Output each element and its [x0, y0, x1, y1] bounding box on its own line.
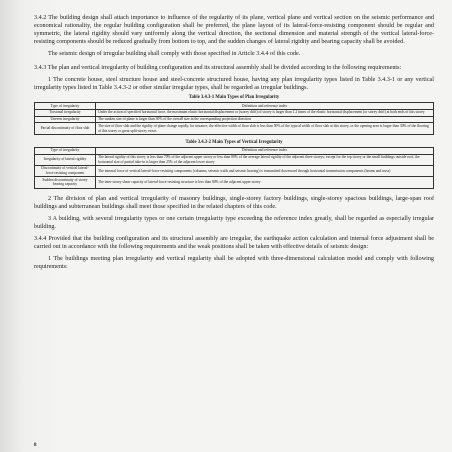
paragraph-3-4-2: 3.4.2 The building design shall attach importance to influence of the regularity of its plane, vertical plane and vertical section on the seismic performance and economical rationality, the regular building configuration shall be preferred, the plane layout of its lateral-force-resisting component should be regular and symmetric, the lateral rigidity should vary uniformly along the vertical direction, the sectional dimension and material strength of the vertical lateral-force-resisting components should be reduced gradually from bottom to top, and the sudden changes of lateral rigidity and bearing capacity shall be avoided. [34, 15, 434, 45]
paragraph-3-4-4: 3.4.4 Provided that the building configuration and its structural assembly are irregular, the earthquake action calculation and internal force adjustment shall be carried out in accordance with the following requirements and the weak positions shall be taken with effective details of seismic design: [34, 235, 434, 250]
table-row [35, 123, 434, 134]
table-cell-definition: The inter-storey shear capacity of lateral-force-resisting structure is less than 80% of the adjacent upper storey [96, 177, 434, 188]
table-header-definition: Definition and reference index [96, 103, 434, 110]
paragraph-seismic-design: The seismic design of irregular building shall comply with those specified in Article 3.4.4 of this code. [48, 51, 301, 57]
paragraph-3-4-4-item-1: 1 The buildings meeting plan irregularity and vertical regularity shall be adopted with three-dimensional calculation model and comply with following requirements: [34, 255, 434, 270]
table-row [35, 154, 434, 165]
table-cell-definition: The lateral rigidity of this storey is less than 70% of the adjacent upper storey or less than 80% of the average lateral rigidity of the adjacent three storeys; except for the top storey or the small buildings outside roof, the horizontal size of partial take-in is larger than 25% of the adjacent lower storey [96, 154, 434, 165]
table-header-row [35, 147, 434, 154]
table-cell-definition: Under the action of specified horizontal force, the maximum elastic horizontal displacement or (storey drift) of storey is larger than 1.2 times of the elastic horizontal displacement (or storey drift) at both ends of this storey [96, 109, 434, 116]
table-header-type: Type of irregularity [35, 103, 96, 110]
paragraph-item-2: 2 The division of plan and vertical irregularity of masonry buildings, single-storey factory buildings, single-storey spacious buildings, large-span roof buildings and subterranean buildings shall meet those specified in the related chapters of this code. [34, 195, 434, 210]
table-header-type: Type of irregularity [35, 147, 96, 154]
table-cell-type: Sudden discontinuity of storey bearing capacity [35, 177, 96, 188]
table-cell-definition: The size of floor slab and the rigidity of plane change rapidly, for instance, the effective width of floor slab is less than 50% of the typical width of floor slab at this storey, or the opening area is larger than 30% of the flooring of this storey or great split-storey exists [96, 123, 434, 134]
page-number: 8 [34, 443, 37, 448]
table-cell-definition: The sunken size of plane is larger than 30% of the overall size in the corresponding projection direction [96, 116, 434, 123]
table-row [35, 177, 434, 188]
paragraph-3-4-3: 3.4.3 The plan and vertical irregularity of building configuration and its structural assembly shall be divided according to the following requirements: [34, 65, 402, 71]
table-cell-type: Torsional irregularity [35, 109, 96, 116]
table-2-title: Table 3.4.3-2 Main Types of Vertical Irregularity [185, 139, 283, 145]
table-cell-type: Uneven irregularity [35, 116, 96, 123]
table-row [35, 165, 434, 176]
table-header-row [35, 103, 434, 110]
table-1-title: Table 3.4.3-1 Main Types of Plan Irregularity [188, 95, 280, 100]
table-row [35, 116, 434, 123]
table-plan-irregularity [34, 102, 434, 135]
table-cell-type: Irregularity of lateral rigidity [35, 154, 96, 165]
table-header-definition: Definition and reference index [96, 147, 434, 154]
paragraph-item-3: 3 A building, with several irregularity types or one certain irregularity type exceeding the reference index greatly, shall be regarded as especially irregular building. [34, 215, 434, 230]
table-vertical-irregularity [34, 147, 434, 189]
table-cell-type: Discontinuity of vertical lateral-force-resisting component [35, 165, 96, 176]
table-cell-definition: The internal force of vertical lateral-force-resisting components (columns, seismic walls and seismic bracing) is transmitted downward through horizontal transmission components (beams and truss) [96, 165, 434, 176]
paragraph-item-1: 1 The concrete house, steel structure house and steel-concrete structured house, having any plan irregularity types listed in Table 3.4.3-1 or any vertical irregularity types listed in Table 3.4.3-2 or other similar irregular types, shall be regarded as irregular buildings. [34, 77, 434, 91]
table-row [35, 109, 434, 116]
table-cell-type: Partial discontinuity of floor slab [35, 123, 96, 134]
